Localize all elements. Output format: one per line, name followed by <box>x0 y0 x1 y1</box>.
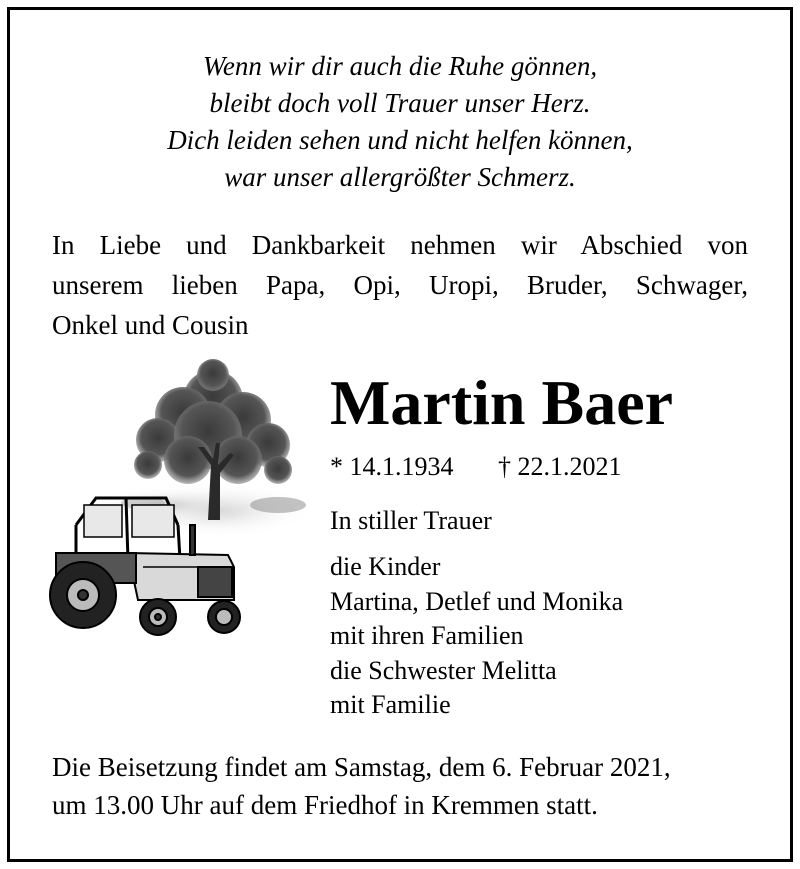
signer-line: die Kinder <box>330 552 441 581</box>
poem-line: Dich leiden sehen und nicht helfen können, <box>167 125 633 155</box>
funeral-line: um 13.00 Uhr auf dem Friedhof in Kremmen statt. <box>52 790 598 820</box>
signer-line: die Schwester Melitta <box>330 655 557 685</box>
birth-date: * 14.1.1934 <box>330 452 454 481</box>
death-date: † 22.1.2021 <box>498 452 622 481</box>
intro-line: Onkel und Cousin <box>52 310 249 340</box>
tractor-and-tree-icon <box>48 355 308 650</box>
deceased-name: Martin Baer <box>330 367 673 438</box>
intro-line: In Liebe und Dankbarkeit nehmen wir Abschied von <box>52 230 748 260</box>
signer-line: Martina, Detlef und Monika <box>330 586 624 616</box>
intro-line: unserem lieben Papa, Opi, Uropi, Bruder, Schwager, <box>52 270 748 300</box>
poem-line: Wenn wir dir auch die Ruhe gönnen, <box>202 51 598 81</box>
poem-line: war unser allergrößter Schmerz. <box>224 162 576 192</box>
poem-line: bleibt doch voll Trauer unser Herz. <box>209 88 591 118</box>
funeral-info <box>52 748 671 824</box>
intro-text <box>52 225 748 345</box>
life-dates <box>330 450 622 484</box>
signers-list <box>330 550 623 723</box>
signer-line: mit ihren Familien <box>330 621 524 651</box>
mourning-heading: In stiller Trauer <box>330 506 492 535</box>
funeral-line: Die Beisetzung findet am Samstag, dem 6. Februar 2021, <box>52 752 671 782</box>
signer-line: mit Familie <box>330 690 451 720</box>
poem <box>0 48 800 196</box>
